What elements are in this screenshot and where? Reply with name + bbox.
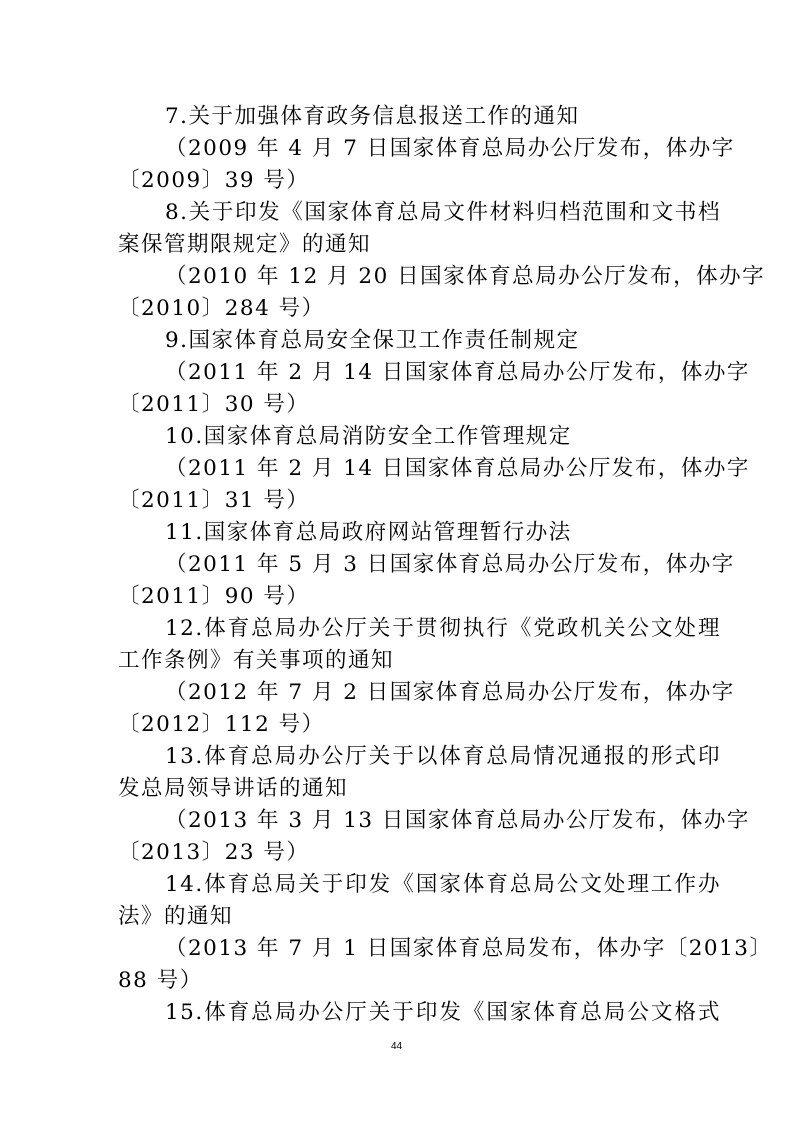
item-9-source-cont: 〔2011〕30 号）	[118, 392, 310, 417]
item-8-source-cont: 〔2010〕284 号）	[118, 296, 325, 321]
item-8-title: 8.关于印发《国家体育总局文件材料归档范围和文书档	[165, 200, 721, 225]
item-8-source: （2010 年 12 月 20 日国家体育总局办公厅发布，体办字	[165, 264, 766, 289]
page-number: 44	[390, 1041, 403, 1052]
item-15-title: 15.体育总局办公厅关于印发《国家体育总局公文格式	[165, 1000, 721, 1025]
item-14-title-cont: 法》的通知	[118, 904, 234, 929]
item-14-source-cont: 88 号）	[118, 968, 203, 993]
item-11-title: 11.国家体育总局政府网站管理暂行办法	[165, 520, 572, 545]
item-13-source-cont: 〔2013〕23 号）	[118, 840, 310, 865]
item-9-source: （2011 年 2 月 14 日国家体育总局办公厅发布，体办字	[165, 360, 750, 385]
item-8-title-cont: 案保管期限规定》的通知	[118, 232, 372, 257]
item-9-title: 9.国家体育总局安全保卫工作责任制规定	[165, 328, 580, 353]
item-10-title: 10.国家体育总局消防安全工作管理规定	[165, 424, 572, 449]
item-11-source: （2011 年 5 月 3 日国家体育总局办公厅发布，体办字	[165, 552, 735, 577]
item-14-source: （2013 年 7 月 1 日国家体育总局发布，体办字〔2013〕	[165, 936, 773, 961]
item-10-source-cont: 〔2011〕31 号）	[118, 488, 310, 513]
item-14-title: 14.体育总局关于印发《国家体育总局公文处理工作办	[165, 872, 721, 897]
item-7-source: （2009 年 4 月 7 日国家体育总局办公厅发布，体办字	[165, 136, 735, 161]
item-12-title-cont: 工作条例》有关事项的通知	[118, 648, 395, 673]
item-12-source: （2012 年 7 月 2 日国家体育总局办公厅发布，体办字	[165, 680, 735, 705]
item-10-source: （2011 年 2 月 14 日国家体育总局办公厅发布，体办字	[165, 456, 750, 481]
item-12-title: 12.体育总局办公厅关于贯彻执行《党政机关公文处理	[165, 616, 721, 641]
item-7-source-cont: 〔2009〕39 号）	[118, 168, 310, 193]
item-13-source: （2013 年 3 月 13 日国家体育总局办公厅发布，体办字	[165, 808, 750, 833]
item-7-title: 7.关于加强体育政务信息报送工作的通知	[165, 104, 580, 129]
item-11-source-cont: 〔2011〕90 号）	[118, 584, 310, 609]
item-13-title-cont: 发总局领导讲话的通知	[118, 776, 349, 801]
item-12-source-cont: 〔2012〕112 号）	[118, 712, 325, 737]
item-13-title: 13.体育总局办公厅关于以体育总局情况通报的形式印	[165, 744, 721, 769]
